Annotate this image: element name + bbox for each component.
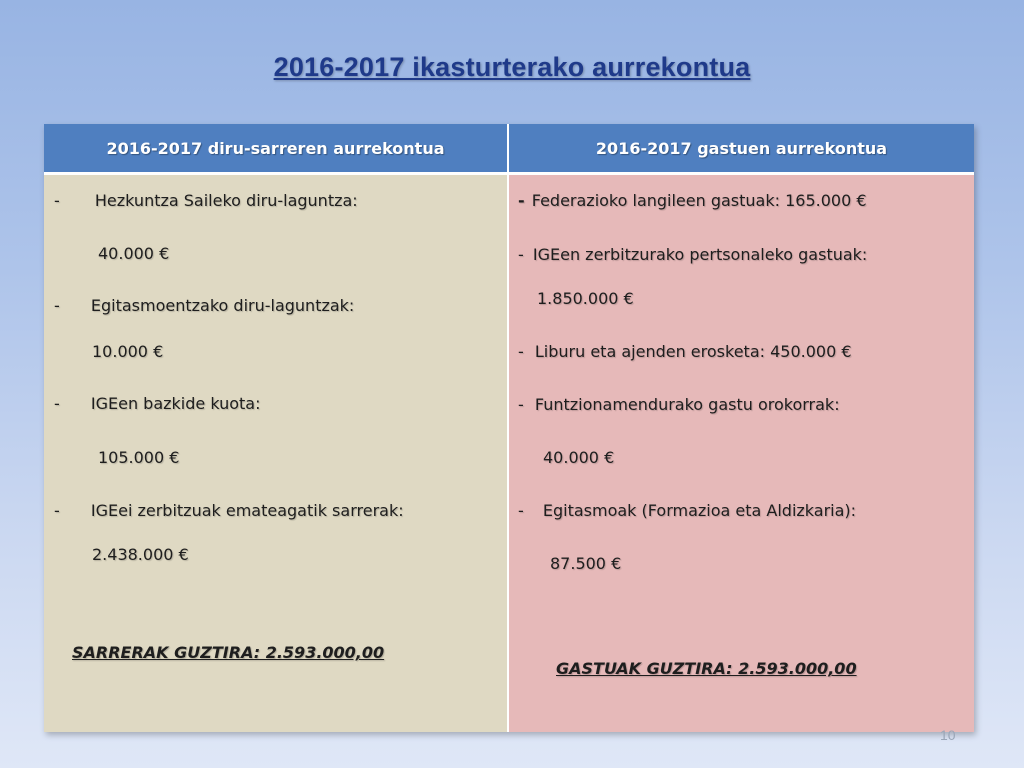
income-item-label: [54, 191, 358, 210]
list-dash: -: [54, 394, 60, 413]
expense-item-text: Funtzionamendurako gastu orokorrak:: [534, 395, 840, 414]
slide-title: 2016-2017 ikasturterako aurrekontua: [273, 52, 751, 82]
expense-item-amount: 1.850.000 €: [537, 289, 634, 308]
income-item-label: [54, 296, 354, 315]
expense-item-label: [518, 245, 867, 264]
income-column: [44, 172, 509, 732]
income-header: 2016-2017 diru-sarreren aurrekontua: [44, 124, 509, 172]
expense-item-text: Federazioko langileen gastuak: 165.000 €: [531, 191, 867, 210]
expense-item-label: [518, 191, 867, 210]
list-dash: -: [518, 342, 524, 361]
page-number: 10: [940, 727, 956, 743]
income-item-amount: 10.000 €: [92, 342, 164, 361]
list-dash: -: [54, 191, 60, 210]
list-dash: -: [518, 501, 524, 520]
expense-item-amount: 87.500 €: [550, 554, 622, 573]
income-item-amount: 2.438.000 €: [92, 545, 189, 564]
expense-item-label: [518, 395, 840, 414]
list-dash: -: [54, 501, 60, 520]
expenses-total: GASTUAK GUZTIRA: 2.593.000,00: [556, 659, 857, 678]
expense-item-label: [518, 342, 852, 361]
expense-item-amount: 40.000 €: [543, 448, 615, 467]
list-dash: -: [54, 296, 60, 315]
income-item-label: [54, 394, 261, 413]
budget-table: [44, 124, 974, 732]
expenses-column: [509, 172, 974, 732]
expense-item-text: Egitasmoak (Formazioa eta Aldizkaria):: [542, 501, 857, 520]
list-dash: -: [518, 245, 524, 264]
income-item-text: IGEen bazkide kuota:: [90, 394, 261, 413]
expense-item-text: IGEen zerbitzurako pertsonaleko gastuak:: [532, 245, 868, 264]
income-total: SARRERAK GUZTIRA: 2.593.000,00: [72, 643, 385, 662]
list-dash: -: [518, 395, 524, 414]
income-item-text: Egitasmoentzako diru-laguntzak:: [90, 296, 355, 315]
income-item-amount: 105.000 €: [98, 448, 180, 467]
income-item-label: [54, 501, 404, 520]
expenses-header: 2016-2017 gastuen aurrekontua: [509, 124, 974, 172]
list-dash: -: [518, 191, 525, 210]
income-item-text: IGEei zerbitzuak emateagatik sarrerak:: [90, 501, 404, 520]
expense-item-label: [518, 501, 856, 520]
income-item-text: Hezkuntza Saileko diru-laguntza:: [94, 191, 358, 210]
income-item-amount: 40.000 €: [98, 244, 170, 263]
expense-item-text: Liburu eta ajenden erosketa: 450.000 €: [534, 342, 852, 361]
